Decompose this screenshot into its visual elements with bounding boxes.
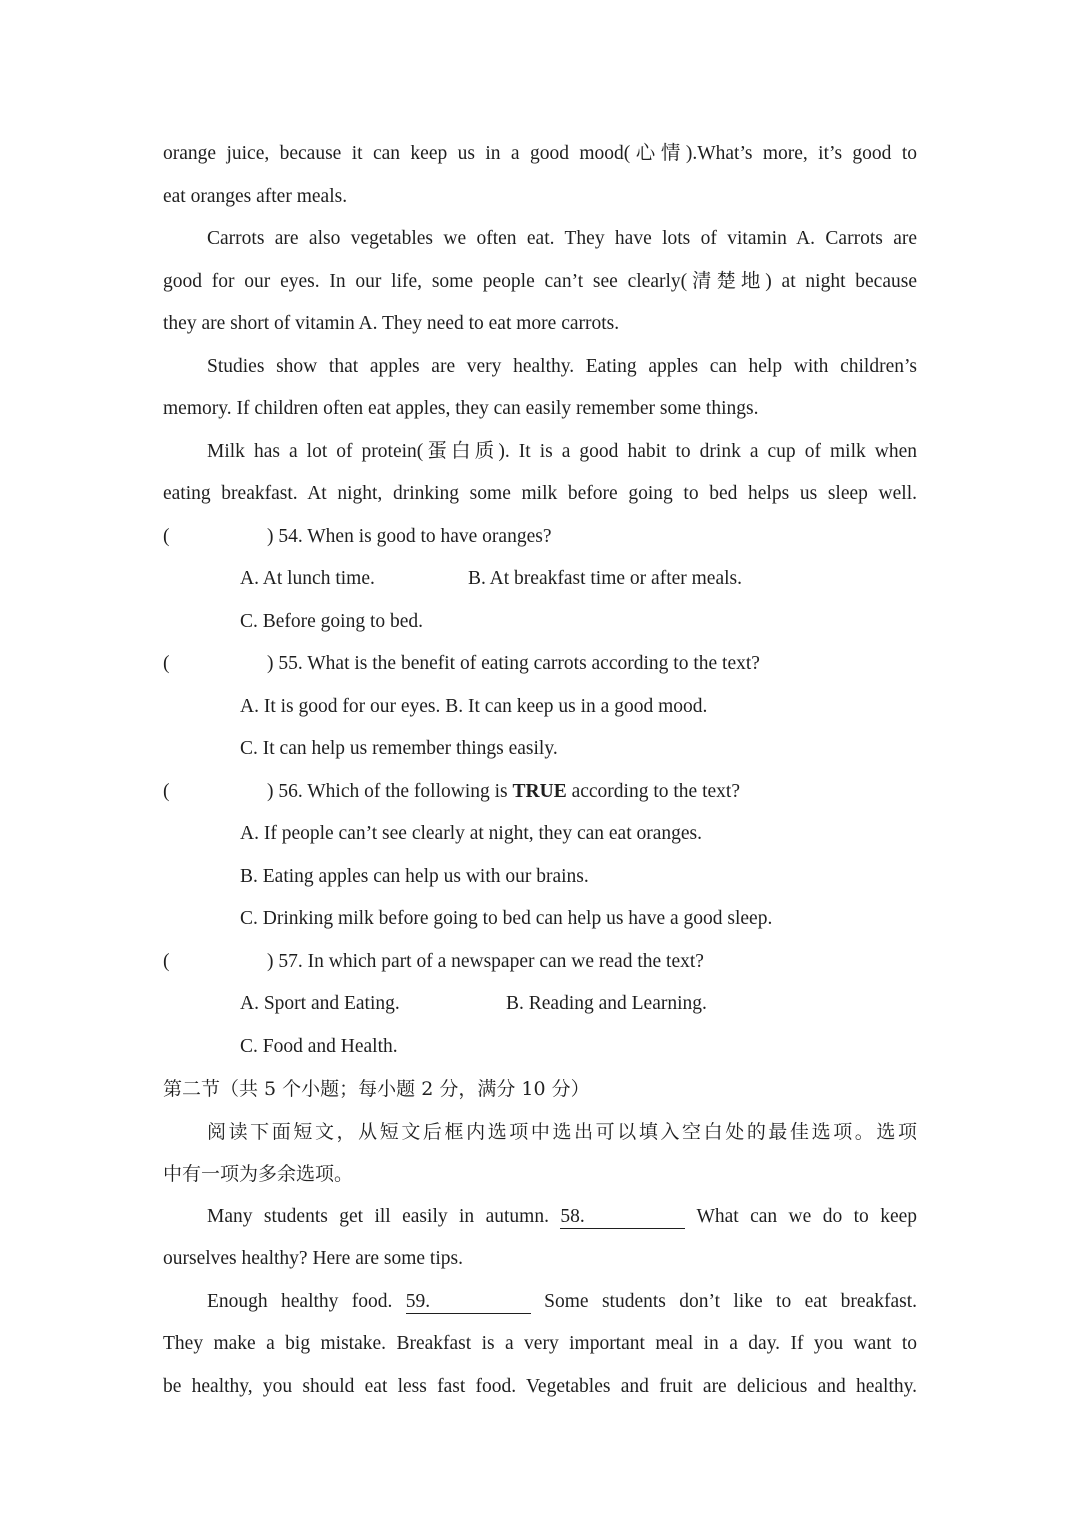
instruction-line: 中有一项为多余选项。 — [163, 1163, 354, 1185]
option-c: C. Food and Health. — [240, 1035, 398, 1057]
passage-line: Studies show that apples are very healthy. Eating apples can help with children’s — [207, 355, 917, 377]
answer-bracket: ( — [163, 525, 170, 547]
passage-line: Carrots are also vegetables we often eat. They have lots of vitamin A. Carrots are — [207, 228, 917, 249]
question-text-bold: TRUE — [512, 780, 567, 802]
passage-line: memory. If children often eat apples, they can easily remember some things. — [163, 398, 759, 419]
sentence-text: Many students get ill easily in autumn. — [207, 1205, 549, 1227]
passage-line: eat oranges after meals. — [163, 185, 348, 207]
option-c: C. Drinking milk before going to bed can help us have a good sleep. — [240, 908, 773, 929]
question-text: ) 55. What is the benefit of eating carrots according to the text? — [267, 653, 760, 674]
option-a: A. If people can’t see clearly at night, they can eat oranges. — [240, 823, 703, 844]
blank-59[interactable]: 59. — [406, 1291, 531, 1314]
passage-line — [163, 1281, 917, 1324]
question-text-pre: ) 56. Which of the following is — [267, 780, 513, 802]
option-a: A. At lunch time. — [240, 568, 375, 589]
option-c: C. It can help us remember things easily. — [240, 738, 558, 759]
sentence-text: Enough healthy food. — [207, 1290, 393, 1312]
passage-line: Milk has a lot of protein(蛋白质). It is a good habit to drink a cup of milk when — [207, 440, 917, 462]
document-page — [163, 133, 917, 1408]
passage-line: be healthy, you should eat less fast food. Vegetables and fruit are delicious and healthy. — [163, 1375, 917, 1397]
section-heading: 第二节（共 5 个小题；每小题 2 分，满分 10 分） — [163, 1078, 590, 1100]
option-b: B. At breakfast time or after meals. — [468, 568, 742, 589]
answer-bracket: ( — [163, 653, 170, 674]
question-54 — [163, 516, 917, 559]
options-row — [163, 558, 917, 601]
question-55 — [163, 643, 917, 686]
question-56 — [163, 771, 917, 814]
blank-58[interactable]: 58. — [560, 1206, 685, 1229]
sentence-text: Some students don’t like to eat breakfast. — [544, 1290, 917, 1312]
option-a: A. Sport and Eating. — [240, 993, 400, 1014]
question-text-post: according to the text? — [566, 780, 740, 802]
passage-line: they are short of vitamin A. They need to eat more carrots. — [163, 313, 620, 334]
passage-line: They make a big mistake. Breakfast is a very important meal in a day. If you want to — [163, 1333, 917, 1354]
passage-line: eating breakfast. At night, drinking some milk before going to bed helps us sleep well. — [163, 483, 917, 504]
question-text: ) 54. When is good to have oranges? — [267, 525, 552, 547]
instruction-line: 阅读下面短文，从短文后框内选项中选出可以填入空白处的最佳选项。选项 — [207, 1120, 917, 1143]
passage-line: ourselves healthy? Here are some tips. — [163, 1248, 463, 1269]
passage-line: good for our eyes. In our life, some people can’t see clearly(清楚地) at night because — [163, 270, 917, 292]
option-c: C. Before going to bed. — [240, 610, 424, 632]
passage-line — [163, 1196, 917, 1239]
question-text: ) 57. In which part of a newspaper can we read the text? — [267, 950, 704, 972]
option-b: B. Eating apples can help us with our brains. — [240, 865, 589, 887]
option-b: B. Reading and Learning. — [506, 993, 707, 1014]
options-row — [163, 983, 917, 1026]
answer-bracket: ( — [163, 780, 170, 802]
answer-bracket: ( — [163, 950, 170, 972]
sentence-text: What can we do to keep — [696, 1205, 917, 1227]
question-57 — [163, 941, 917, 984]
question-text — [267, 771, 740, 814]
option-a: A. It is good for our eyes. B. It can keep us in a good mood. — [240, 695, 708, 717]
passage-line: orange juice, because it can keep us in a good mood(心情).What’s more, it’s good to — [163, 143, 917, 164]
